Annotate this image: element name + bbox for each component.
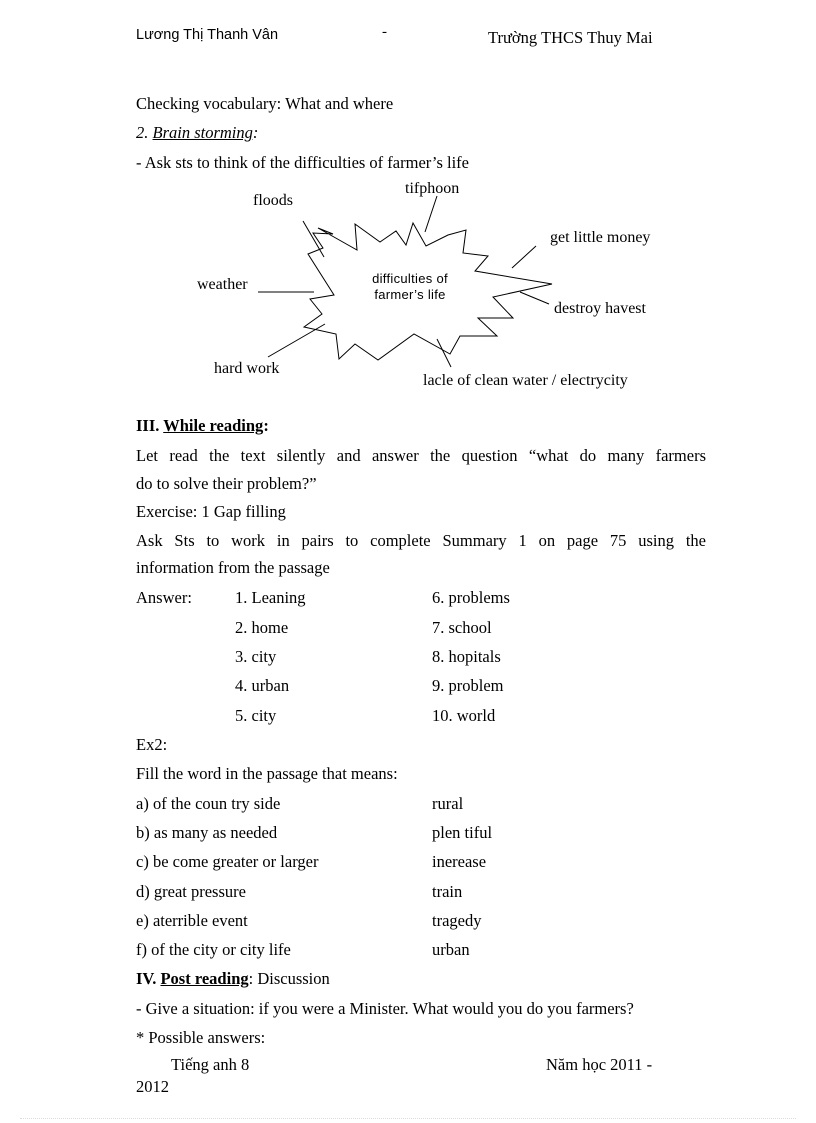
ex2-title: Ex2: (136, 735, 168, 754)
connector-tifphoon (425, 196, 437, 232)
exercise-title: Exercise: 1 Gap filling (136, 502, 286, 521)
ex2-question: d) great pressure (136, 882, 246, 901)
footer-year-end: 2012 (136, 1077, 169, 1096)
answer-item: 10. world (432, 706, 496, 725)
while-reading-para1-line1: Let read the text silently and answer the question “what do many farmers (136, 446, 706, 465)
answer-item: 9. problem (432, 676, 504, 695)
ex2-answer: urban (432, 940, 470, 959)
while-reading-heading (136, 416, 269, 436)
answer-item: 6. problems (432, 588, 510, 607)
ex2-answer: rural (432, 794, 464, 813)
while-reading-para2-line1: Ask Sts to work in pairs to complete Summary 1 on page 75 using the (136, 531, 706, 550)
brainstorm-colon: : (252, 123, 259, 142)
while-reading-title: While reading (163, 416, 264, 435)
post-reading-possible: * Possible answers: (136, 1028, 266, 1047)
footer-subject: Tiếng anh 8 (171, 1055, 250, 1074)
answer-label: Answer: (136, 588, 192, 607)
answer-item: 3. city (235, 647, 277, 666)
while-reading-para2-line2: information from the passage (136, 558, 330, 577)
ex2-answer: inerease (432, 852, 487, 871)
connector-hardwork (268, 324, 325, 357)
label-money: get little money (550, 229, 651, 246)
checking-vocabulary: Checking vocabulary: What and where (136, 94, 394, 113)
diagram-center-line2: farmer’s life (374, 287, 446, 302)
connector-money (512, 246, 536, 268)
diagram-center-line1: difficulties of (372, 271, 448, 286)
label-hardwork: hard work (214, 360, 280, 377)
ex2-instruction: Fill the word in the passage that means: (136, 764, 398, 783)
post-reading-title: Post reading (160, 969, 249, 988)
label-water: lacle of clean water / electrycity (423, 372, 628, 389)
footer-year: Năm học 2011 - (546, 1055, 653, 1074)
brainstorm-diagram (0, 0, 816, 420)
ex2-answer: plen tiful (432, 823, 493, 842)
post-reading-rest: : Discussion (248, 969, 330, 988)
brainstorm-title: Brain storming (152, 123, 253, 142)
label-floods: floods (253, 192, 293, 209)
post-reading-number: IV. (136, 969, 161, 988)
ex2-question: e) aterrible event (136, 911, 248, 930)
brainstorm-number: 2. (136, 123, 153, 142)
brainstorm-instruction: - Ask sts to think of the difficulties of farmer’s life (136, 153, 469, 172)
ex2-question: a) of the coun try side (136, 794, 281, 813)
answer-item: 2. home (235, 618, 289, 637)
ex2-answer: train (432, 882, 463, 901)
post-reading-heading (136, 969, 330, 989)
while-reading-colon: : (263, 416, 269, 435)
ex2-question: c) be come greater or larger (136, 852, 319, 871)
while-reading-number: III. (136, 416, 164, 435)
answer-item: 1. Leaning (235, 588, 306, 607)
answer-item: 8. hopitals (432, 647, 501, 666)
while-reading-para1-line2: do to solve their problem?” (136, 474, 317, 493)
label-destroy: destroy havest (554, 300, 646, 317)
ex2-question: f) of the city or city life (136, 940, 291, 959)
connector-destroy (520, 292, 549, 304)
answer-item: 4. urban (235, 676, 290, 695)
post-reading-situation: - Give a situation: if you were a Minister. What would you do you farmers? (136, 999, 634, 1018)
header-school: Trường THCS Thuy Mai (488, 28, 653, 47)
header-author: Lương Thị Thanh Vân (136, 27, 279, 43)
ex2-answer: tragedy (432, 911, 482, 930)
label-weather: weather (197, 276, 248, 293)
header-dash: - (382, 24, 387, 40)
ex2-question: b) as many as needed (136, 823, 278, 842)
answer-item: 7. school (432, 618, 492, 637)
answer-item: 5. city (235, 706, 277, 725)
label-tifphoon: tifphoon (405, 180, 460, 197)
page-bottom-border (20, 1118, 796, 1119)
